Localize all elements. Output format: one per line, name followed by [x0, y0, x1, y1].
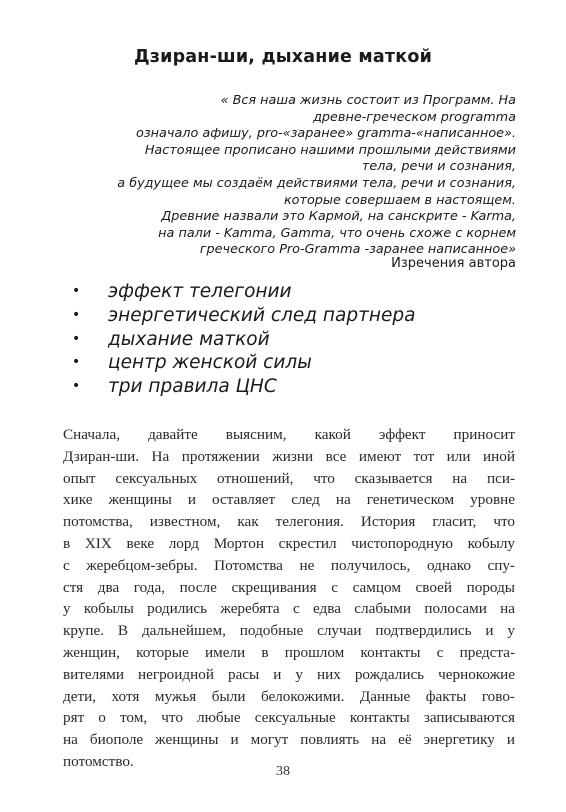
- paragraph-line: опыт сексуальных отношений, что сказывается на пси-: [63, 469, 515, 487]
- epigraph-line: а будущее мы создаём действиями тела, речи и сознания,: [117, 175, 516, 191]
- paragraph-line: в XIX веке лорд Мортон скрестил чистопородную кобылу: [63, 534, 515, 552]
- paragraph-line: хике женщины и оставляет след на генетическом уровне: [63, 491, 515, 509]
- list-item: [72, 351, 415, 375]
- paragraph-line: с жеребцом-зебры. Потомства не получилось, однако спу-: [63, 556, 515, 574]
- list-item: [72, 328, 415, 352]
- paragraph-line: дети, хотя мужья были белокожими. Данные факты гово-: [63, 687, 515, 705]
- paragraph-line: потомства, известном, как телегония. История гласит, что: [63, 513, 515, 531]
- paragraph-line: женщин, которые имели в прошлом контакты с предста-: [63, 643, 515, 661]
- epigraph-line: « Вся наша жизнь состоит из Программ. На: [220, 93, 516, 108]
- bullet-icon: •: [72, 354, 81, 371]
- paragraph-line: крупе. В дальнейшем, подобные случаи подтвердились и у: [63, 622, 515, 640]
- list-item-label: энергетический след партнера: [108, 304, 416, 326]
- paragraph-line: рят о том, что любые сексуальные контакты записываются: [63, 709, 515, 727]
- paragraph-line: на биополе женщины и могут повлиять на её энергетику и: [63, 731, 515, 749]
- paragraph-line: Дзиран-ши. На протяжении жизни все имеют тот или иной: [63, 447, 515, 465]
- bullet-icon: •: [72, 330, 81, 347]
- epigraph: [86, 93, 516, 259]
- epigraph-line: на пали - Kamma, Gamma, что очень схоже с корнем: [158, 225, 516, 241]
- epigraph-line: Древние назвали это Кармой, на санскрите - Karma,: [161, 209, 516, 225]
- bullet-icon: •: [72, 283, 81, 299]
- epigraph-line: греческого Pro-Gramma -заранее написанное»: [199, 242, 516, 258]
- paragraph-line: у кобылы родились жеребята с едва слабыми полосами на: [63, 600, 515, 618]
- paragraph-line: потомство.: [63, 752, 134, 770]
- page-number: 38: [276, 764, 290, 779]
- list-item-label: три правила ЦНС: [108, 376, 277, 398]
- bullet-icon: •: [72, 378, 81, 395]
- body-paragraph: [63, 424, 515, 773]
- epigraph-line: древне-греческом programma: [313, 109, 516, 125]
- epigraph-attribution: Изречения автора: [391, 256, 516, 271]
- paragraph-line: вителями негроидной расы и у них рождались чернокожие: [63, 665, 515, 683]
- list-item-label: эффект телегонии: [108, 281, 292, 302]
- list-item: [72, 375, 415, 399]
- list-item-label: центр женской силы: [108, 352, 312, 374]
- epigraph-line: тела, речи и сознания,: [361, 159, 516, 175]
- chapter-title: Дзиран-ши, дыхание маткой: [133, 47, 433, 67]
- epigraph-line: Настоящее прописано нашими прошлыми действиями: [144, 142, 516, 158]
- topic-list: [72, 280, 415, 399]
- bullet-icon: •: [72, 306, 81, 323]
- list-item: [72, 280, 415, 304]
- list-item: [72, 304, 415, 328]
- epigraph-line: означало афишу, pro-«заранее» gramma-«написанное».: [136, 126, 516, 142]
- epigraph-line: которые совершаем в настоящем.: [283, 192, 516, 208]
- list-item-label: дыхание маткой: [108, 328, 270, 350]
- paragraph-line: Сначала, давайте выясним, какой эффект приносит: [63, 426, 515, 443]
- paragraph-line: стя два года, после скрещивания с самцом своей породы: [63, 578, 515, 596]
